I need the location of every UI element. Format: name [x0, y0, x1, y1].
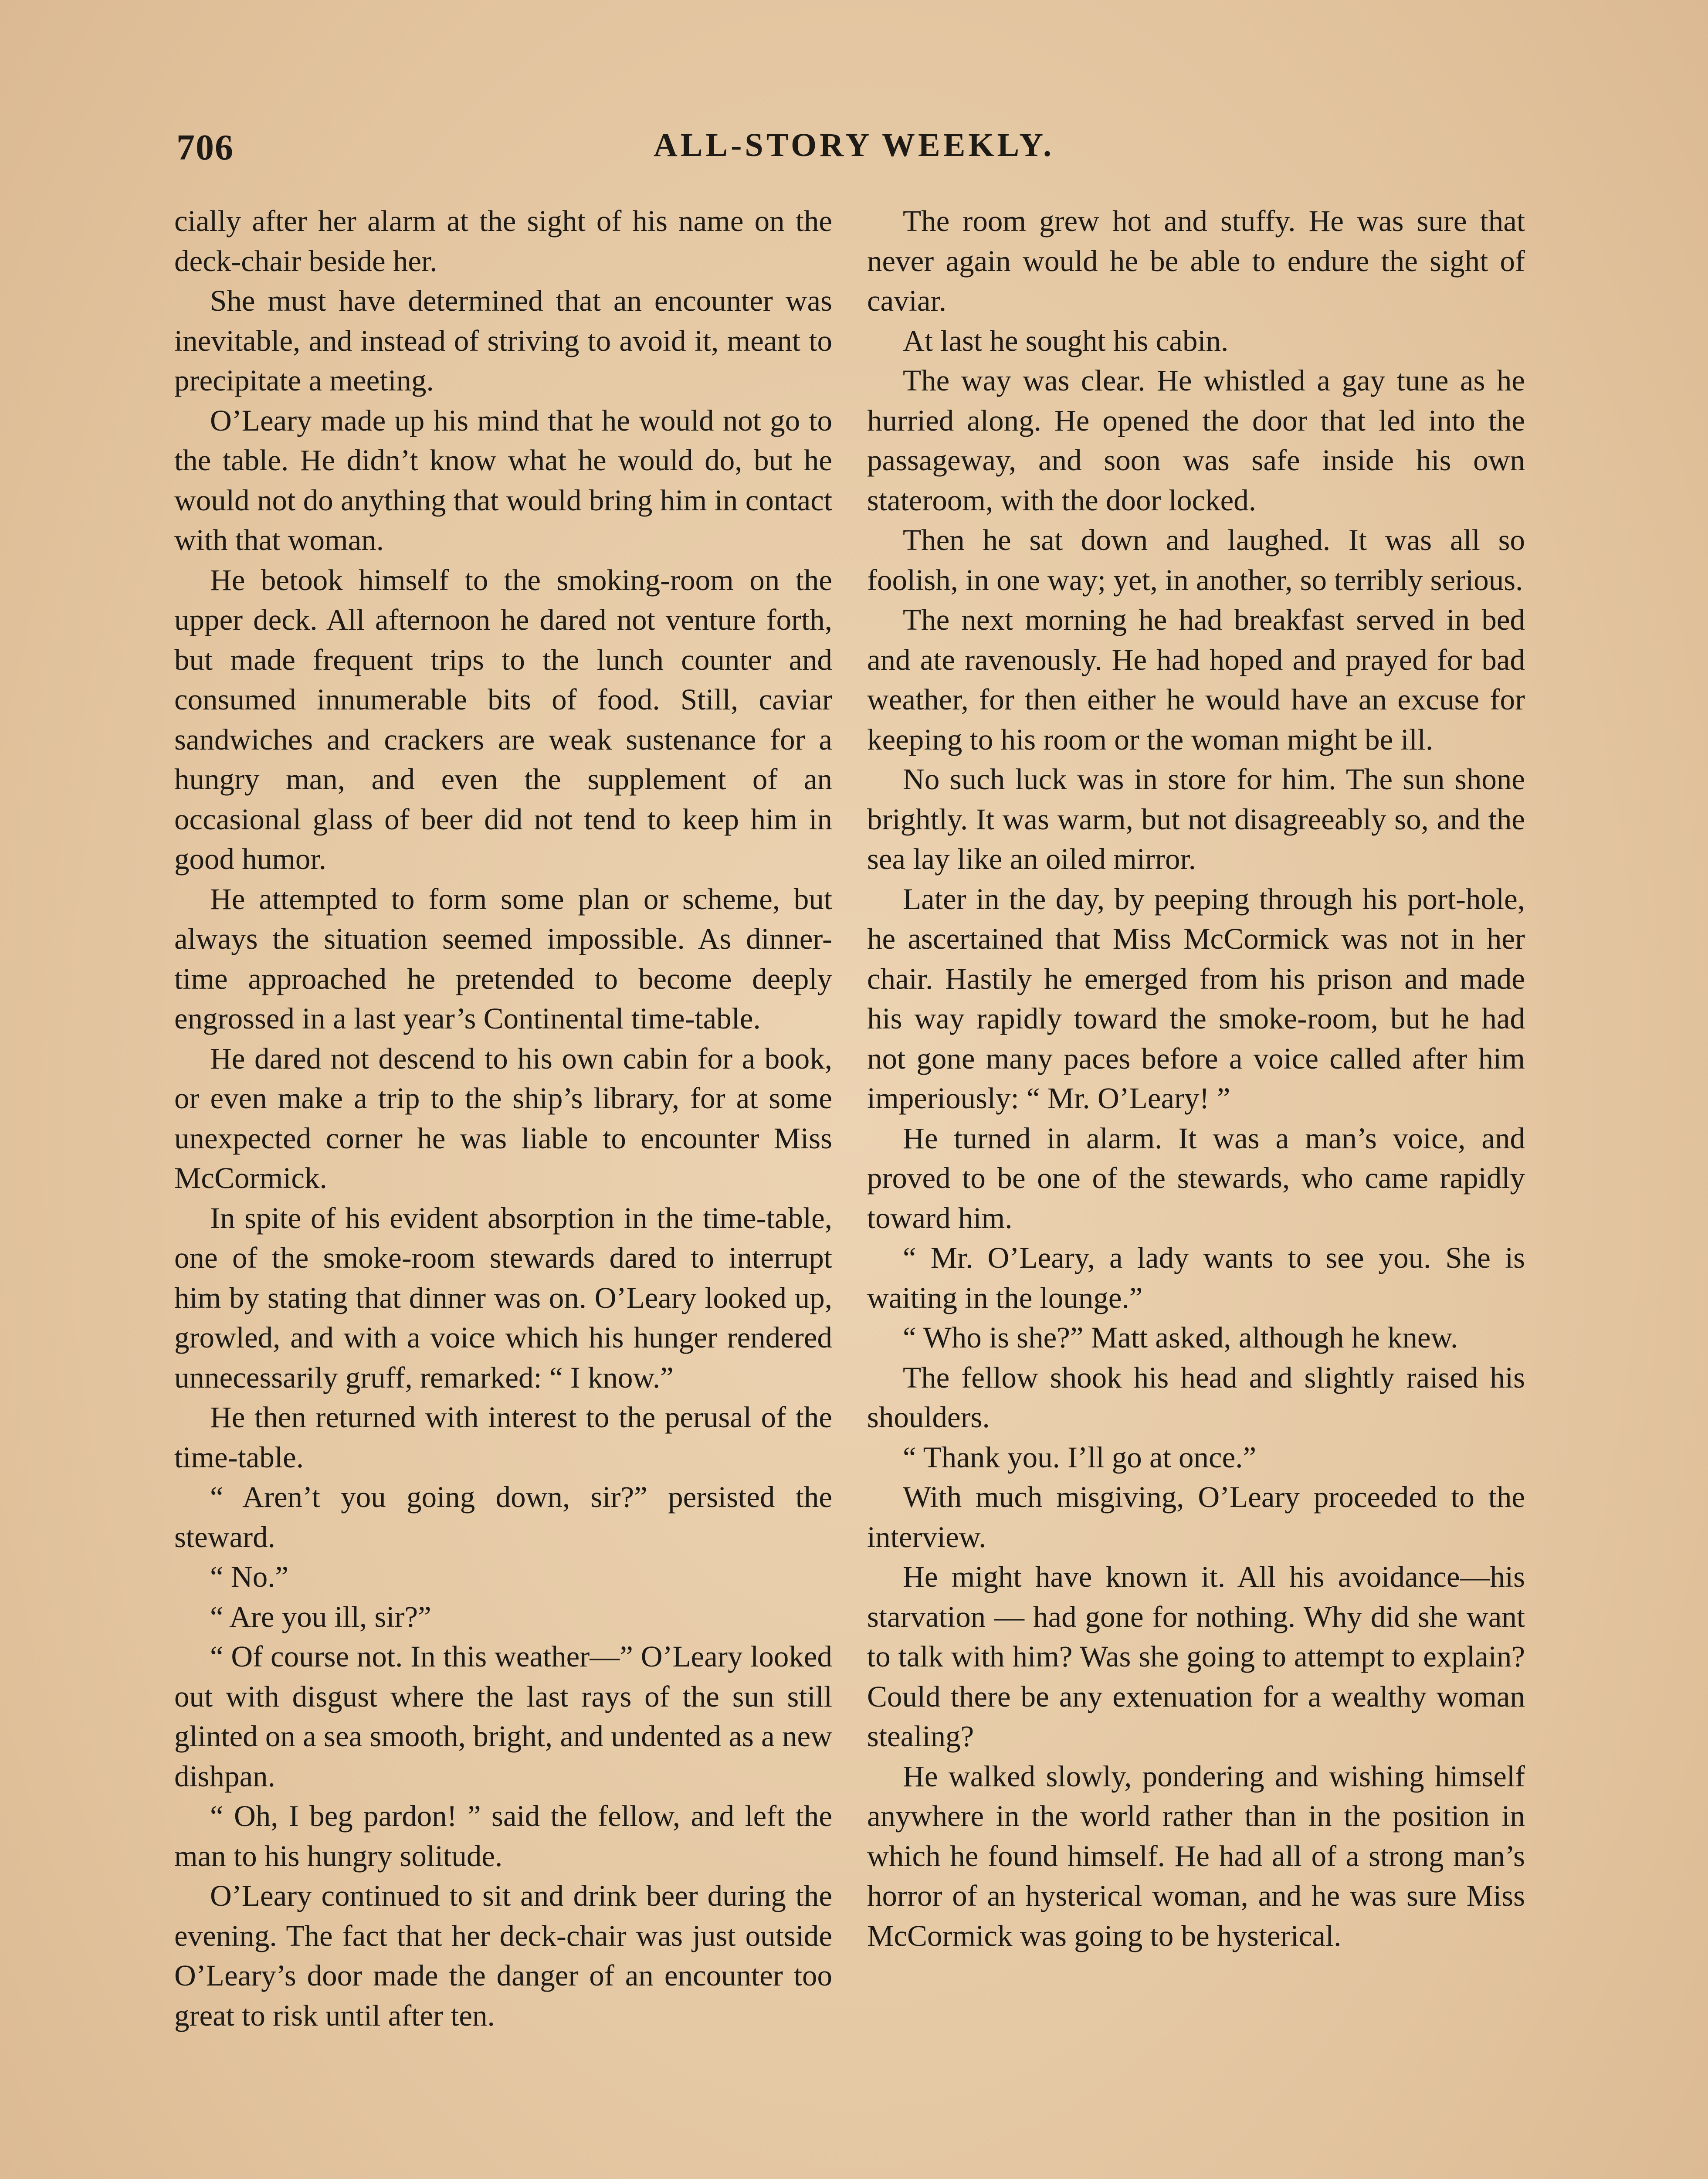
- paragraph: No such luck was in store for him. The sun shone brightly. It was warm, but not disagreeably so, and the sea lay like an oiled mirror.: [867, 763, 1525, 876]
- paragraph: At last he sought his cabin.: [903, 324, 1229, 357]
- paragraph: The fellow shook his head and slightly raised his shoulders.: [867, 1361, 1525, 1434]
- paragraph: O’Leary continued to sit and drink beer during the evening. The fact that her deck-chair was just outside O’Leary’s door made the danger of an encounter too great to risk until after ten.: [174, 1879, 832, 2032]
- paragraph: “ Oh, I beg pardon! ” said the fellow, and left the man to his hungry solitude.: [174, 1799, 832, 1873]
- paragraph: “ Who is she?” Matt asked, although he knew.: [903, 1321, 1458, 1354]
- paragraph: He then returned with interest to the perusal of the time-table.: [174, 1401, 832, 1474]
- paragraph: “ Of course not. In this weather—” O’Leary looked out with disgust where the last rays of the sun still glinted on a sea smooth, bright, and undented as a new dishpan.: [174, 1640, 832, 1793]
- paragraph: The next morning he had breakfast served in bed and ate ravenously. He had hoped and prayed for bad weather, for then either he would have an excuse for keeping to his room or the woman might be ill.: [867, 603, 1525, 756]
- left-column: [174, 201, 832, 2036]
- paragraph: Later in the day, by peeping through his port-hole, he ascertained that Miss McCormick was not in her chair. Hastily he emerged from his prison and made his way rapidly toward the smoke-room, but he had not gone many paces before a voice called after him imperiously: “ Mr. O’Leary! ”: [867, 882, 1525, 1115]
- paragraph: Then he sat down and laughed. It was all so foolish, in one way; yet, in another, so terribly serious.: [867, 523, 1525, 597]
- paragraph: The way was clear. He whistled a gay tune as he hurried along. He opened the door that led into the passageway, and soon was safe inside his own stateroom, with the door locked.: [867, 364, 1525, 517]
- paragraph: “ Mr. O’Leary, a lady wants to see you. She is waiting in the lounge.”: [867, 1241, 1525, 1314]
- paragraph: With much misgiving, O’Leary proceeded to the interview.: [867, 1480, 1525, 1554]
- paragraph: “ Are you ill, sir?”: [210, 1600, 431, 1633]
- paragraph: In spite of his evident absorption in the time-table, one of the smoke-room stewards dared to interrupt him by stating that dinner was on. O’Leary looked up, growled, and with a voice which his hunger rendered unnecessarily gruff, remarked: “ I know.”: [174, 1201, 832, 1394]
- paragraph: She must have determined that an encounter was inevitable, and instead of striving to avoid it, meant to precipitate a meeting.: [174, 284, 832, 397]
- paragraph: cially after her alarm at the sight of his name on the deck-chair beside her.: [174, 204, 832, 278]
- page-number: 706: [176, 127, 234, 168]
- right-column: [867, 201, 1525, 1956]
- paragraph: He might have known it. All his avoidance—his starvation — had gone for nothing. Why did she want to talk with him? Was she going to attempt to explain? Could there be any extenuation for a wealthy woman stealing?: [867, 1560, 1525, 1753]
- paragraph: He attempted to form some plan or scheme, but always the situation seemed impossible. As dinner-time approached he pretended to become deeply engrossed in a last year’s Continental time-table.: [174, 882, 832, 1035]
- paragraph: He betook himself to the smoking-room on the upper deck. All afternoon he dared not venture forth, but made frequent trips to the lunch counter and consumed innumerable bits of food. Still, caviar sandwiches and crackers are weak sustenance for a hungry man, and even the supplement of an occasional glass of beer did not tend to keep him in good humor.: [174, 563, 832, 876]
- paragraph: The room grew hot and stuffy. He was sure that never again would he be able to endure the sight of caviar.: [867, 204, 1525, 317]
- paragraph: “ Thank you. I’ll go at once.”: [903, 1440, 1257, 1474]
- paragraph: O’Leary made up his mind that he would not go to the table. He didn’t know what he would do, but he would not do anything that would bring him in contact with that woman.: [174, 404, 832, 557]
- paragraph: He turned in alarm. It was a man’s voice, and proved to be one of the stewards, who came rapidly toward him.: [867, 1121, 1525, 1235]
- paragraph: “ Aren’t you going down, sir?” persisted the steward.: [174, 1480, 832, 1554]
- paragraph: He dared not descend to his own cabin for a book, or even make a trip to the ship’s library, for at some unexpected corner he was liable to encounter Miss McCormick.: [174, 1042, 832, 1195]
- paragraph: He walked slowly, pondering and wishing himself anywhere in the world rather than in the position in which he found himself. He had all of a strong man’s horror of an hysterical woman, and he was sure Miss McCormick was going to be hysterical.: [867, 1759, 1525, 1952]
- running-head: [0, 126, 1708, 174]
- paragraph: “ No.”: [210, 1560, 289, 1593]
- magazine-title: ALL-STORY WEEKLY.: [653, 127, 1055, 163]
